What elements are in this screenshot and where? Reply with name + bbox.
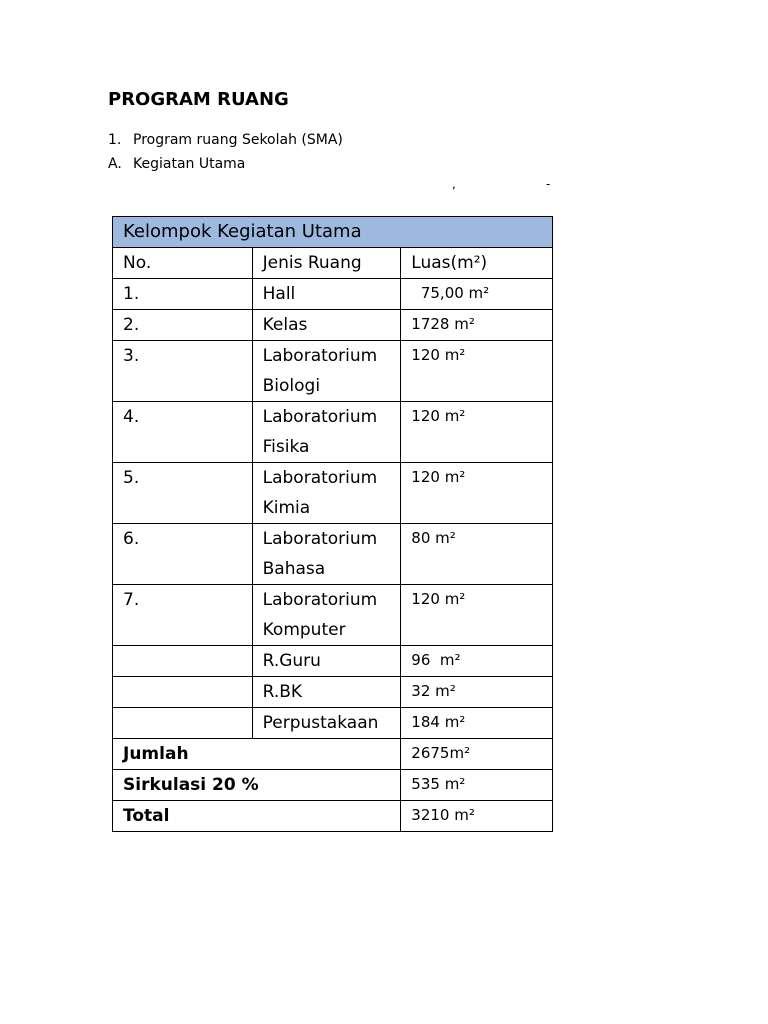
list-item-program — [108, 132, 343, 148]
row-no — [113, 708, 253, 739]
list-text: Kegiatan Utama — [133, 156, 246, 172]
list-marker: 1. — [108, 132, 122, 148]
row-luas: 120 m² — [401, 585, 553, 646]
row-jenis-ruang — [252, 585, 401, 646]
row-no: 2. — [113, 310, 253, 341]
summary-value: 535 m² — [401, 770, 553, 801]
row-luas: 184 m² — [401, 708, 553, 739]
table-column-headers — [113, 248, 553, 279]
column-header-jenis-ruang: Jenis Ruang — [252, 248, 401, 279]
row-jenis-ruang: Kelas — [252, 310, 401, 341]
table-row — [113, 585, 553, 646]
table-row — [113, 310, 553, 341]
row-luas: 75,00 m² — [401, 279, 553, 310]
table-row — [113, 708, 553, 739]
summary-row-jumlah — [113, 739, 553, 770]
list-text: Program ruang Sekolah (SMA) — [133, 132, 343, 148]
room-name-line: Bahasa — [262, 559, 326, 579]
room-program-table — [112, 216, 553, 832]
room-name-line: Fisika — [262, 437, 310, 457]
row-jenis-ruang — [252, 524, 401, 585]
row-luas: 1728 m² — [401, 310, 553, 341]
row-jenis-ruang: Hall — [252, 279, 401, 310]
table-row — [113, 402, 553, 463]
row-jenis-ruang — [252, 341, 401, 402]
table-row — [113, 463, 553, 524]
table-row — [113, 524, 553, 585]
page-title: PROGRAM RUANG — [108, 89, 289, 110]
room-name-line: Biologi — [262, 376, 321, 396]
room-name-line: Laboratorium — [262, 590, 378, 610]
stray-mark: , — [452, 177, 456, 191]
row-no: 3. — [113, 341, 253, 402]
column-header-no: No. — [113, 248, 253, 279]
row-jenis-ruang: R.BK — [252, 677, 401, 708]
row-no: 6. — [113, 524, 253, 585]
summary-row-total — [113, 801, 553, 832]
stray-mark: - — [546, 177, 551, 191]
row-no: 7. — [113, 585, 253, 646]
row-no — [113, 677, 253, 708]
summary-label: Total — [113, 801, 401, 832]
table-row — [113, 646, 553, 677]
row-no: 1. — [113, 279, 253, 310]
room-name-line: Laboratorium — [262, 407, 378, 427]
list-item-kegiatan — [108, 156, 245, 172]
table-row — [113, 677, 553, 708]
row-luas: 120 m² — [401, 341, 553, 402]
summary-row-sirkulasi — [113, 770, 553, 801]
row-no — [113, 646, 253, 677]
summary-value: 3210 m² — [401, 801, 553, 832]
row-luas: 32 m² — [401, 677, 553, 708]
room-name-line: Komputer — [262, 620, 346, 640]
row-luas: 120 m² — [401, 402, 553, 463]
list-marker: A. — [108, 156, 122, 172]
table-row — [113, 341, 553, 402]
row-jenis-ruang: R.Guru — [252, 646, 401, 677]
row-luas: 96 m² — [401, 646, 553, 677]
summary-label: Sirkulasi 20 % — [113, 770, 401, 801]
summary-label: Jumlah — [113, 739, 401, 770]
row-luas: 120 m² — [401, 463, 553, 524]
row-jenis-ruang — [252, 463, 401, 524]
row-jenis-ruang — [252, 402, 401, 463]
room-name-line: Laboratorium — [262, 468, 378, 488]
group-title: Kelompok Kegiatan Utama — [113, 217, 553, 248]
room-name-line: Kimia — [262, 498, 311, 518]
column-header-luas: Luas(m²) — [401, 248, 553, 279]
table-row — [113, 279, 553, 310]
row-luas: 80 m² — [401, 524, 553, 585]
room-name-line: Laboratorium — [262, 346, 378, 366]
room-name-line: Laboratorium — [262, 529, 378, 549]
row-no: 4. — [113, 402, 253, 463]
summary-value: 2675m² — [401, 739, 553, 770]
table-group-header — [113, 217, 553, 248]
row-jenis-ruang: Perpustakaan — [252, 708, 401, 739]
row-no: 5. — [113, 463, 253, 524]
